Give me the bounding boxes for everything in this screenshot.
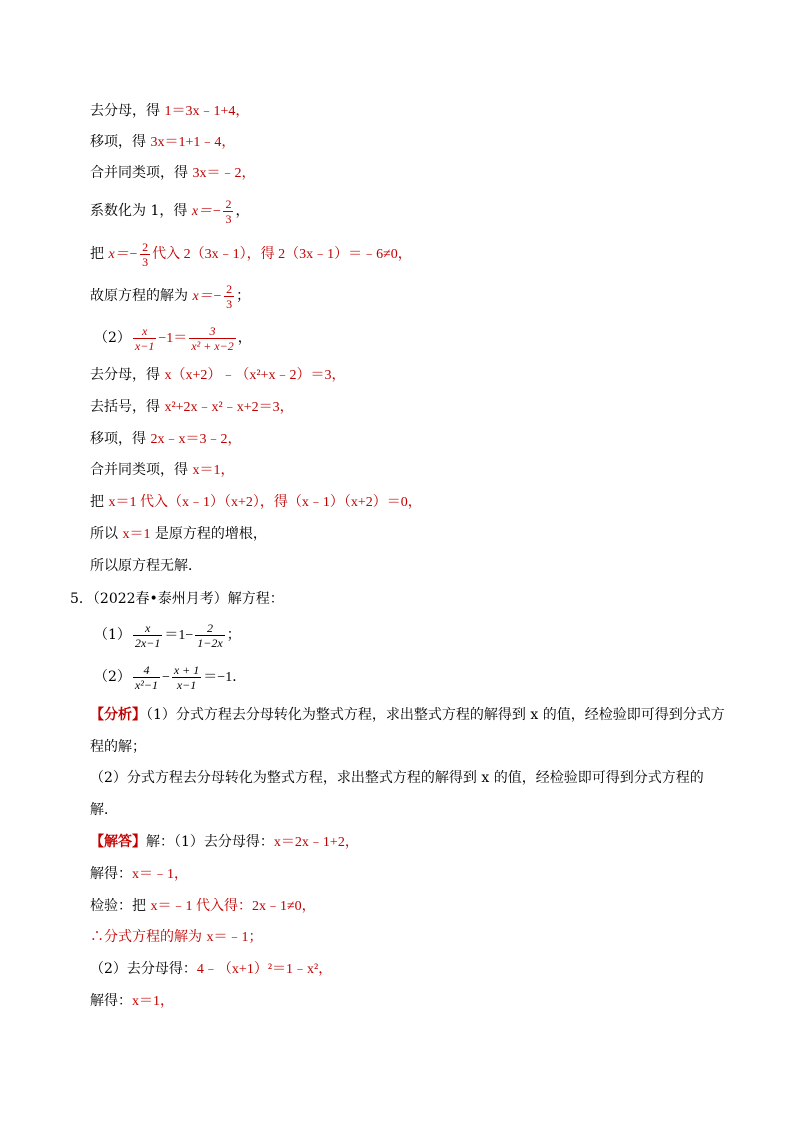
step-label: 合并同类项，得 bbox=[90, 462, 193, 478]
step-line bbox=[90, 237, 412, 271]
fraction: $\frac{2}{3}$ bbox=[226, 281, 233, 311]
step-math: x＝1 代入（x﹣1）（x+2），得（x﹣1）（x+2）＝0， bbox=[108, 495, 422, 510]
step-line bbox=[90, 364, 345, 386]
step-math: x＝﹣1， bbox=[132, 867, 188, 882]
step-math: x＝1 bbox=[122, 527, 151, 542]
step-label: 系数化为 1，得 bbox=[90, 203, 192, 219]
equation-line: （2） $\frac{x}{x-1}$ −1＝ $\frac{3}{\text{x² + x−2}}$ ， bbox=[94, 323, 252, 353]
step-label: 移项，得 bbox=[90, 134, 151, 150]
answer-line: （2）去分母得：4﹣（x+1）²＝1﹣x²， bbox=[90, 961, 333, 977]
equation-line: （2） $\frac{4}{\text{x²−1}}$ − $\frac{x + 1}{x-1}$ ＝−1． bbox=[94, 662, 247, 692]
step-math: 2x﹣x＝3﹣2， bbox=[150, 432, 242, 447]
step-line bbox=[90, 131, 235, 153]
step-math: x＝﹣1； bbox=[206, 930, 263, 945]
analysis-line bbox=[90, 704, 725, 726]
fraction: $\frac{x + 1}{x-1}$ bbox=[173, 662, 200, 692]
step-label: 故原方程的解为 bbox=[90, 288, 193, 304]
step-math: 1＝3x﹣1+4， bbox=[164, 104, 250, 119]
part-number: （2） bbox=[94, 330, 131, 346]
step-line bbox=[90, 396, 294, 418]
analysis-line: 解． bbox=[90, 802, 118, 818]
step-line: 故原方程的解为 x＝− $\frac{2}{3}$ ； bbox=[90, 281, 251, 311]
analysis-line: （2）分式方程去分母转化为整式方程，求出整式方程的解得到 x 的值，经检验即可得到分式方程的 bbox=[90, 770, 704, 786]
step-math: x＝− bbox=[192, 289, 223, 304]
fraction: $\frac{2}{3}$ bbox=[142, 239, 149, 269]
fraction: $\frac{2}{1-2x}$ bbox=[197, 620, 223, 650]
answer-line: 解得：x＝﹣1， bbox=[90, 866, 188, 882]
step-label: 所以 bbox=[90, 526, 123, 542]
step-math: 3x＝﹣2， bbox=[192, 166, 256, 181]
step-math: x＝1， bbox=[132, 994, 174, 1009]
answer-line: 检验：把 x＝﹣1 代入得：2x﹣1≠0， bbox=[90, 898, 316, 914]
step-math: x＝﹣1 代入得：2x﹣1≠0， bbox=[150, 899, 316, 914]
fraction: $\frac{x}{2x-1}$ bbox=[134, 620, 161, 650]
fraction: $\frac{4}{\text{x²−1}}$ bbox=[134, 662, 158, 692]
equation-line: （1） $\frac{x}{2x-1}$ ＝1− $\frac{2}{1-2x}$ ； bbox=[94, 620, 241, 650]
part-number: （2） bbox=[94, 669, 131, 685]
analysis-tag: 【分析】 bbox=[90, 707, 146, 723]
fraction: $\frac{2}{3}$ bbox=[225, 196, 232, 226]
part-number: （1） bbox=[94, 627, 131, 643]
step-label: 把 bbox=[90, 246, 109, 262]
step-math: 3x＝1+1﹣4， bbox=[150, 135, 236, 150]
conclusion: 所以原方程无解． bbox=[90, 558, 202, 574]
step-math: −1＝ bbox=[158, 331, 188, 346]
analysis-line: 程的解； bbox=[90, 739, 146, 755]
answer-line: 解得：x＝1， bbox=[90, 993, 174, 1009]
step-line bbox=[90, 162, 255, 184]
answer-line: ∴分式方程的解为 x＝﹣1； bbox=[90, 929, 263, 945]
fraction: $\frac{3}{\text{x² + x−2}}$ bbox=[191, 323, 234, 353]
step-line bbox=[90, 523, 267, 545]
fraction: $\frac{x}{x-1}$ bbox=[134, 323, 155, 353]
step-math: x＝1， bbox=[192, 463, 235, 478]
step-line bbox=[90, 100, 249, 122]
step-label: 把 bbox=[90, 494, 109, 510]
step-math: x＝2x﹣1+2， bbox=[273, 835, 359, 850]
step-math: x²+2x﹣x²﹣x+2＝3， bbox=[164, 400, 294, 415]
step-math: 4﹣（x+1）²＝1﹣x²， bbox=[196, 962, 333, 977]
step-math: 代入 2（3x﹣1），得 2（3x﹣1）＝﹣6≠0， bbox=[152, 247, 412, 262]
step-line bbox=[90, 491, 422, 513]
step-math: x＝− bbox=[191, 204, 222, 219]
step-math: x＝− bbox=[108, 247, 139, 262]
step-label: 合并同类项，得 bbox=[90, 165, 193, 181]
step-line: 系数化为 1，得 x＝− $\frac{2}{3}$ ， bbox=[90, 196, 250, 226]
analysis-text: （1）分式方程去分母转化为整式方程，求出整式方程的解得到 x 的值，经检验即可得到分式方 bbox=[146, 707, 725, 723]
question-stem: 5．（2022春•泰州月考）解方程： bbox=[70, 591, 284, 607]
answer-tag: 【解答】 bbox=[90, 834, 146, 850]
step-label: 去括号，得 bbox=[90, 399, 165, 415]
step-label: 去分母，得 bbox=[90, 103, 165, 119]
step-line bbox=[90, 459, 234, 481]
step-label: 移项，得 bbox=[90, 431, 151, 447]
step-label: 是原方程的增根， bbox=[150, 526, 267, 542]
step-line bbox=[90, 428, 241, 450]
step-math: x（x+2）﹣（x²+x﹣2）＝3， bbox=[164, 368, 346, 383]
step-label: 去分母，得 bbox=[90, 367, 165, 383]
answer-line: 【解答】解：（1）去分母得：x＝2x﹣1+2， bbox=[90, 834, 359, 850]
